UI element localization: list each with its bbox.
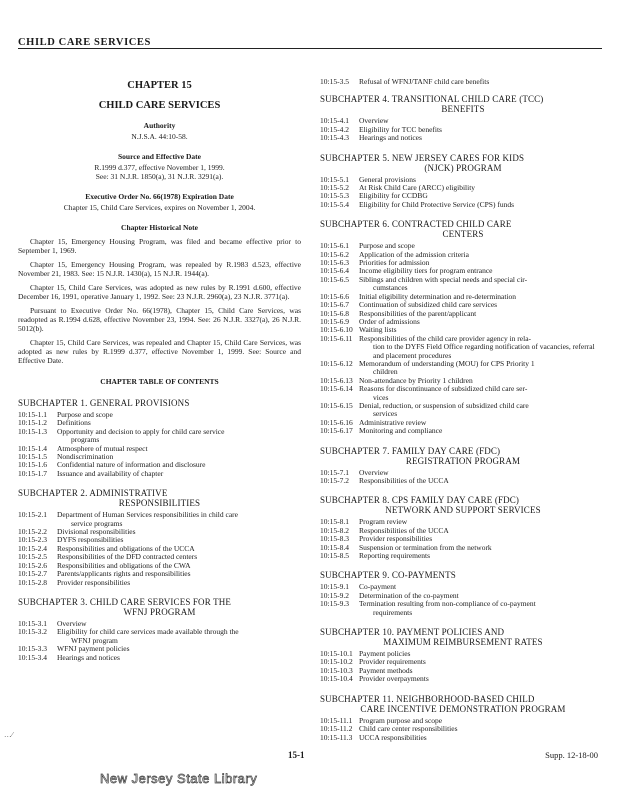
history-note — [18, 237, 301, 365]
authority-text: N.J.S.A. 44:10-58. — [131, 132, 188, 141]
section-title — [359, 201, 606, 209]
section-number: 10:15-2.4 — [18, 543, 47, 553]
running-header — [18, 32, 602, 49]
toc-section-row[interactable] — [320, 427, 606, 435]
history-paragraph: Chapter 15, Emergency Housing Program, was filed and became effective prior to September 1, 1969. — [18, 237, 301, 255]
subchapter-heading[interactable] — [320, 153, 606, 173]
section-number: 10:15-11.1 — [320, 715, 353, 725]
section-number: 10:15-5.4 — [320, 199, 349, 209]
section-title-text: Definitions — [57, 418, 91, 428]
toc-section-row[interactable] — [320, 385, 606, 402]
section-number: 10:15-3.5 — [320, 77, 349, 86]
subchapter-block — [320, 570, 606, 617]
section-number: 10:15-6.15 — [320, 400, 353, 410]
section-title-text: Divisional responsibilities — [57, 527, 136, 537]
subchapter-block — [320, 153, 606, 210]
subchapter-title: SUBCHAPTER 10. PAYMENT POLICIES AND — [320, 627, 505, 638]
section-number: 10:15-6.3 — [320, 258, 349, 268]
section-title-text: Program review — [359, 517, 408, 527]
section-title-text: Eligibility for Child Protective Service (CPS) funds — [359, 199, 514, 209]
subchapter-title-continued: NETWORK AND SUPPORT SERVICES — [385, 505, 541, 516]
subchapter-title-continued: MAXIMUM REIMBURSEMENT RATES — [383, 637, 543, 648]
subchapter-block — [320, 219, 606, 435]
section-title-text: Nondiscrimination — [57, 452, 114, 462]
section-number: 10:15-8.1 — [320, 517, 349, 527]
section-title-text: Child care center responsibilities — [359, 724, 458, 734]
chapter-title: CHILD CARE SERVICES — [98, 100, 221, 111]
subchapter-title: SUBCHAPTER 4. TRANSITIONAL CHILD CARE (TCC) — [320, 94, 544, 105]
subchapter-heading[interactable] — [18, 488, 301, 508]
chapter-number: CHAPTER 15 — [127, 80, 192, 91]
running-header-title: CHILD CARE SERVICES — [18, 37, 151, 48]
left-column — [18, 78, 301, 662]
section-title-text: Responsibilities and obligations of the UCCA — [57, 543, 195, 553]
section-number: 10:15-11.3 — [320, 732, 353, 742]
right-toc — [320, 94, 606, 742]
section-title-text: Termination resulting from non-compliance of co-payment — [359, 599, 536, 609]
subchapter-title: SUBCHAPTER 3. CHILD CARE SERVICES FOR THE — [18, 596, 232, 607]
section-number: 10:15-6.14 — [320, 384, 353, 394]
section-number: 10:15-1.5 — [18, 452, 47, 462]
section-number: 10:15-3.4 — [18, 652, 47, 662]
section-title-text: Eligibility for child care services made available through the — [57, 627, 239, 637]
section-title — [57, 579, 301, 587]
section-title — [57, 511, 301, 528]
toc-heading: CHAPTER TABLE OF CONTENTS — [100, 377, 219, 386]
section-title-text: Provider overpayments — [359, 674, 429, 684]
section-number: 10:15-6.16 — [320, 417, 353, 427]
section-number: 10:15-11.2 — [320, 724, 353, 734]
subchapter-sections — [320, 176, 606, 210]
section-title-text: Continuation of subsidized child care services — [359, 300, 498, 310]
section-title-text: UCCA responsibilities — [359, 732, 427, 742]
section-number: 10:15-4.1 — [320, 116, 349, 126]
section-number: 10:15-4.3 — [320, 133, 349, 143]
toc-section-row[interactable] — [320, 552, 606, 560]
section-title-text: Purpose and scope — [57, 410, 113, 419]
section-number: 10:15-2.2 — [18, 527, 47, 537]
section-title-text: Eligibility for TCC benefits — [359, 124, 442, 134]
source-heading: Source and Effective Date — [118, 152, 201, 161]
section-title-continued: children — [373, 367, 398, 377]
section-title-text: Confidential nature of information and disclosure — [57, 460, 206, 470]
toc-section-row[interactable] — [18, 428, 301, 445]
section-number: 10:15-1.3 — [18, 426, 47, 436]
section-title-text: Issuance and availability of chapter — [57, 468, 164, 478]
subchapter-sections — [320, 242, 606, 435]
section-title — [359, 360, 606, 377]
section-number: 10:15-2.3 — [18, 535, 47, 545]
subchapter-heading[interactable] — [320, 219, 606, 239]
section-title — [359, 276, 606, 293]
toc-section-row[interactable] — [18, 470, 301, 478]
toc-section-row[interactable] — [18, 628, 301, 645]
subchapter-sections — [18, 411, 301, 478]
subchapter-title: SUBCHAPTER 9. CO-PAYMENTS — [320, 570, 456, 581]
section-number: 10:15-6.7 — [320, 300, 349, 310]
library-stamp-text: New Jersey State Library — [100, 771, 258, 786]
subchapter-title: SUBCHAPTER 7. FAMILY DAY CARE (FDC) — [320, 445, 501, 456]
subchapter-sections — [320, 469, 606, 486]
subchapter-sections — [18, 511, 301, 587]
section-number: 10:15-6.13 — [320, 375, 353, 385]
section-title-text: WFNJ payment policies — [57, 644, 130, 654]
toc-section-row[interactable] — [320, 134, 606, 142]
section-number: 10:15-9.2 — [320, 590, 349, 600]
subchapter-block — [320, 495, 606, 560]
section-title — [57, 470, 301, 478]
section-number: 10:15-3.2 — [18, 627, 47, 637]
section-number: 10:15-8.3 — [320, 534, 349, 544]
subchapter-title-continued: (NJCK) PROGRAM — [424, 162, 502, 173]
section-number: 10:15-9.3 — [320, 599, 349, 609]
section-number: 10:15-5.3 — [320, 191, 349, 201]
section-number: 10:15-6.6 — [320, 291, 349, 301]
section-number: 10:15-2.8 — [18, 577, 47, 587]
page-number: 15-1 — [288, 750, 305, 760]
section-title-text: At Risk Child Care (ARCC) eligibility — [359, 183, 476, 193]
section-number: 10:15-10.3 — [320, 665, 353, 675]
section-title-text: Priorities for admission — [359, 258, 430, 268]
section-title-continued: services — [373, 409, 398, 419]
section-title-text: Payment policies — [359, 649, 411, 659]
subchapter-heading[interactable] — [18, 597, 301, 617]
subchapter-title-continued: CENTERS — [442, 229, 484, 240]
toc-section-row[interactable] — [320, 201, 606, 209]
section-title-continued: cumstances — [373, 283, 408, 293]
section-title — [359, 675, 606, 683]
section-number: 10:15-2.6 — [18, 560, 47, 570]
section-title-text: General provisions — [359, 174, 416, 184]
section-number: 10:15-6.4 — [320, 266, 349, 276]
section-title-text: Siblings and children with special needs and special cir- — [359, 274, 528, 284]
toc-section-row[interactable] — [320, 360, 606, 377]
section-number: 10:15-6.5 — [320, 274, 349, 284]
subchapter-heading[interactable] — [18, 398, 301, 408]
toc-section-row[interactable] — [320, 78, 606, 86]
section-title-text: Provider responsibilities — [57, 577, 131, 587]
section-number: 10:15-6.8 — [320, 308, 349, 318]
section-number: 10:15-8.5 — [320, 551, 349, 561]
subchapter-heading[interactable] — [320, 627, 606, 647]
section-number: 10:15-2.7 — [18, 569, 47, 579]
section-number: 10:15-10.4 — [320, 674, 353, 684]
section-number: 10:15-2.5 — [18, 552, 47, 562]
section-title-text: Denial, reduction, or suspension of subsidized child care — [359, 400, 529, 410]
section-title-text: Waiting lists — [359, 325, 397, 335]
subchapter-sections — [320, 583, 606, 617]
section-number: 10:15-1.1 — [18, 410, 47, 419]
subchapter-title: SUBCHAPTER 5. NEW JERSEY CARES FOR KIDS — [320, 152, 525, 163]
section-title-text: Program purpose and scope — [359, 715, 443, 725]
section-title-text: Responsibilities of the DFD contracted centers — [57, 552, 198, 562]
section-title-text: Order of admissions — [359, 316, 420, 326]
section-title — [359, 402, 606, 419]
subchapter-heading[interactable] — [320, 94, 606, 114]
section-number: 10:15-5.1 — [320, 174, 349, 184]
section-title-text: Responsibilities of the child care provider agency in rela- — [359, 333, 532, 343]
library-stamp — [100, 770, 320, 788]
section-number: 10:15-6.12 — [320, 358, 353, 368]
section-number: 10:15-1.7 — [18, 468, 47, 478]
source-line-1: R.1999 d.377, effective November 1, 1999. — [94, 163, 225, 172]
subchapter-heading[interactable] — [320, 694, 606, 714]
section-title-text: Purpose and scope — [359, 241, 415, 251]
subchapter-title-continued: WFNJ PROGRAM — [123, 606, 196, 617]
toc-section-row[interactable] — [18, 579, 301, 587]
right-lead-sections — [320, 78, 606, 86]
section-title-text: Overview — [359, 116, 389, 126]
section-title — [359, 552, 606, 560]
section-title — [57, 654, 301, 662]
subchapter-block — [320, 94, 606, 142]
subchapter-sections — [320, 717, 606, 742]
section-title — [57, 411, 301, 419]
toc-section-row[interactable] — [320, 734, 606, 742]
section-title-text: Initial eligibility determination and re-determination — [359, 291, 517, 301]
section-title-text: Overview — [359, 467, 389, 477]
section-title-text: Hearings and notices — [359, 133, 422, 143]
section-title-text: Reporting requirements — [359, 551, 431, 561]
margin-mark: …⁄ — [4, 730, 13, 739]
section-title-text: Provider responsibilities — [359, 534, 433, 544]
history-paragraph: Chapter 15, Emergency Housing Program, was repealed by R.1983 d.523, effective November 21, 1983. See: 15 N.J.R. 1430(a), 15 N.J.R. 1944(a). — [18, 260, 301, 278]
source-line-2: See: 31 N.J.R. 1850(a), 31 N.J.R. 3291(a). — [95, 172, 224, 181]
section-number: 10:15-9.1 — [320, 582, 349, 592]
subchapter-block — [18, 597, 301, 662]
subchapter-sections — [18, 620, 301, 662]
section-number: 10:15-3.1 — [18, 618, 47, 628]
section-title-text: DYFS responsibilities — [57, 535, 124, 545]
section-title-text: Department of Human Services responsibilities in child care — [57, 510, 238, 520]
section-title — [359, 477, 606, 485]
toc-section-row[interactable] — [18, 654, 301, 662]
subchapter-block — [320, 446, 606, 486]
subchapter-title: SUBCHAPTER 2. ADMINISTRATIVE — [18, 488, 168, 499]
section-number: 10:15-1.4 — [18, 443, 47, 453]
section-title-text: Responsibilities of the UCCA — [359, 476, 449, 485]
supplement-date: Supp. 12-18-00 — [545, 750, 598, 760]
section-title — [57, 428, 301, 445]
subchapter-title-continued: BENEFITS — [441, 104, 485, 115]
subchapter-title: SUBCHAPTER 11. NEIGHBORHOOD-BASED CHILD — [320, 693, 535, 704]
subchapter-sections — [320, 650, 606, 684]
exec-order-heading: Executive Order No. 66(1978) Expiration Date — [85, 192, 234, 201]
section-title — [359, 335, 606, 360]
toc-section-row[interactable] — [320, 402, 606, 419]
subchapter-block — [18, 488, 301, 587]
section-number: 10:15-6.11 — [320, 333, 353, 343]
subchapter-block — [320, 627, 606, 684]
section-number: 10:15-10.1 — [320, 649, 353, 659]
toc-section-row[interactable] — [18, 511, 301, 528]
section-title-text: Reasons for discontinuance of subsidized child care ser- — [359, 384, 528, 394]
section-title — [359, 600, 606, 617]
section-title-text: Application of the admission criteria — [359, 249, 469, 259]
section-title-text: Responsibilities and obligations of the CWA — [57, 560, 191, 570]
section-title-text: Administrative review — [359, 417, 427, 427]
section-title-text: Co-payment — [359, 582, 397, 592]
section-number: 10:15-6.17 — [320, 426, 353, 436]
toc-section-row[interactable] — [320, 600, 606, 617]
section-number: 10:15-5.2 — [320, 183, 349, 193]
section-title-text: Opportunity and decision to apply for child care service — [57, 426, 225, 436]
subchapter-title: SUBCHAPTER 1. GENERAL PROVISIONS — [18, 398, 190, 408]
section-title — [57, 628, 301, 645]
section-title — [359, 427, 606, 435]
toc-section-row[interactable] — [320, 675, 606, 683]
toc-section-row[interactable] — [320, 335, 606, 360]
history-paragraph: Pursuant to Executive Order No. 66(1978), Chapter 15, Child Care Services, was readopted as R.1994 d.628, effective November 23, 1994. See: 26 N.J.R. 3327(a), 26 N.J.R. 5012(b). — [18, 306, 301, 333]
section-title — [359, 78, 606, 86]
subchapter-block — [320, 694, 606, 742]
subchapter-title-continued: RESPONSIBILITIES — [118, 498, 201, 509]
section-title-text: Payment methods — [359, 665, 413, 675]
section-number: 10:15-10.2 — [320, 657, 353, 667]
subchapter-title-continued: CARE INCENTIVE DEMONSTRATION PROGRAM — [360, 703, 566, 714]
subchapter-heading[interactable] — [320, 570, 606, 580]
section-title-text: Non-attendance by Priority 1 children — [359, 375, 473, 385]
section-number: 10:15-6.9 — [320, 316, 349, 326]
section-title-text: Determination of the co-payment — [359, 590, 459, 600]
section-title-text: Suspension or termination from the network — [359, 542, 492, 552]
toc-section-row[interactable] — [320, 477, 606, 485]
section-title-continued: WFNJ program — [71, 635, 118, 645]
section-number: 10:15-4.2 — [320, 124, 349, 134]
left-toc — [18, 398, 301, 662]
subchapter-sections — [320, 518, 606, 560]
section-title-continued: vices — [373, 392, 389, 402]
section-title-continued: programs — [71, 435, 100, 445]
section-title-text: Responsibilities of the UCCA — [359, 525, 449, 535]
section-number: 10:15-3.3 — [18, 644, 47, 654]
section-number: 10:15-1.6 — [18, 460, 47, 470]
section-number: 10:15-6.2 — [320, 249, 349, 259]
section-number: 10:15-1.2 — [18, 418, 47, 428]
section-title — [359, 734, 606, 742]
section-title-text: Memorandum of understanding (MOU) for CPS Priority 1 — [359, 358, 535, 368]
section-title-text: Eligibility for CCDBG — [359, 191, 428, 201]
exec-order-text: Chapter 15, Child Care Services, expires on November 1, 2004. — [63, 203, 256, 212]
section-title — [359, 385, 606, 402]
history-paragraph: Chapter 15, Child Care Services, was adopted as new rules by R.1991 d.600, effective December 16, 1991, operative January 1, 1992. See: 23 N.J.R. 2960(a), 23 N.J.R. 3771(a). — [18, 283, 301, 301]
section-number: 10:15-7.1 — [320, 467, 349, 477]
section-title-continued: tion to the DYFS Field Office regarding notification of vacancies, referral and placement procedures — [373, 342, 595, 360]
section-number: 10:15-7.2 — [320, 476, 349, 485]
subchapter-heading[interactable] — [320, 495, 606, 515]
right-column — [320, 78, 606, 742]
subchapter-title-continued: REGISTRATION PROGRAM — [405, 455, 521, 466]
subchapter-title: SUBCHAPTER 6. CONTRACTED CHILD CARE — [320, 219, 512, 230]
section-title-text: Parents/applicants rights and responsibilities — [57, 569, 191, 579]
history-heading: Chapter Historical Note — [121, 223, 198, 232]
section-title-text: Hearings and notices — [57, 652, 120, 662]
section-title-text: Overview — [57, 618, 87, 628]
authority-heading: Authority — [143, 121, 176, 130]
section-title — [359, 134, 606, 142]
subchapter-heading[interactable] — [320, 446, 606, 466]
section-title-continued: requirements — [373, 607, 413, 617]
section-number: 10:15-6.1 — [320, 241, 349, 251]
section-title-text: Refusal of WFNJ/TANF child care benefits — [359, 77, 490, 86]
section-number: 10:15-8.2 — [320, 525, 349, 535]
section-number: 10:15-6.10 — [320, 325, 353, 335]
section-title-text: Responsibilities of the parent/applicant — [359, 308, 477, 318]
section-title-text: Atmosphere of mutual respect — [57, 443, 148, 453]
section-number: 10:15-8.4 — [320, 542, 349, 552]
section-title-text: Provider requirements — [359, 657, 426, 667]
section-title-continued: service programs — [71, 518, 123, 528]
subchapter-sections — [320, 117, 606, 142]
toc-section-row[interactable] — [320, 276, 606, 293]
section-number: 10:15-2.1 — [18, 510, 47, 520]
subchapter-block — [18, 398, 301, 478]
section-title-text: Monitoring and compliance — [359, 426, 443, 436]
section-title-text: Income eligibility tiers for program entrance — [359, 266, 493, 276]
subchapter-title: SUBCHAPTER 8. CPS FAMILY DAY CARE (FDC) — [320, 495, 520, 506]
history-paragraph: Chapter 15, Child Care Services, was repealed and Chapter 15, Child Care Services, was adopted as new rules by R.1999 d.377, effective November 1, 1999. See: Source and Effective Date. — [18, 338, 301, 365]
